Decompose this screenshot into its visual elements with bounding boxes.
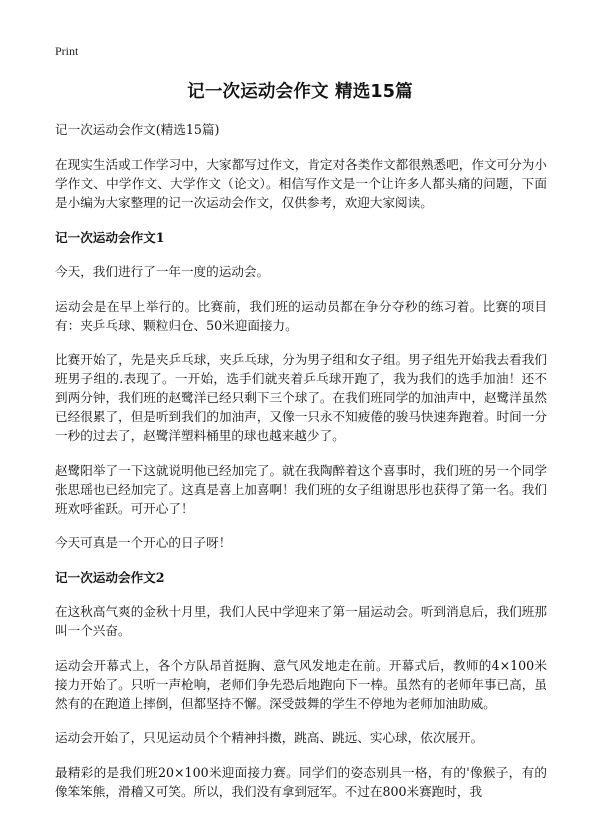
essay-2-paragraph: 在这秋高气爽的金秋十月里，我们人民中学迎来了第一届运动会。听到消息后，我们班那叫一个兴奋。 xyxy=(55,604,547,638)
essay-2-paragraph: 运动会开幕式上，各个方队昂首挺胸、意气风发地走在前。开幕式后，教师的4×100米接力开始了。只听一声枪响，老师们争先恐后地跑向下一棒。虽然有的老师年事已高，虽然有的在跑道上摔倒，但都坚持不懈。深受鼓舞的学生不停地为老师加油助威。 xyxy=(55,657,547,711)
essay-2-paragraph: 最精彩的是我们班20×100米迎面接力赛。同学们的姿态别具一格，有的'像猴子，有的像笨笨熊，滑稽又可笑。所以，我们没有拿到冠军。不过在800米赛跑时，我 xyxy=(55,764,547,799)
essay-2-paragraph: 运动会开始了，只见运动员个个精神抖擞，跳高、跳远、实心球，依次展开。 xyxy=(55,730,484,745)
essay-2-heading: 记一次运动会作文2 xyxy=(55,569,165,585)
essay-1-paragraph: 运动会是在早上举行的。比赛前，我们班的运动员都在争分夺秒的练习着。比赛的项目有：夹乒乓球、颗粒归仓、50米迎面接力。 xyxy=(55,298,547,333)
essay-1-paragraph: 比赛开始了，先是夹乒乓球，夹乒乓球，分为男子组和女子组。男子组先开始我去看我们班男子组的.表现了。一开始，选手们就夹着乒乓球开跑了，我为我们的选手加油！还不到两分钟，我们班的赵鹭洋已经只剩下三个球了。在我们班同学的加油声中，赵鹭洋虽然已经很累了，但是听到我们的加油声，又像一只永不知疲倦的骏马快速奔跑着。时间一分一秒的过去了，赵鹭洋塑料桶里的球也越来越少了。 xyxy=(55,352,547,443)
article-body xyxy=(55,120,547,816)
essay-1-heading: 记一次运动会作文1 xyxy=(55,229,165,245)
intro-paragraph: 在现实生活或工作学习中，大家都写过作文，肯定对各类作文都很熟悉吧，作文可分为小学作文、中学作文、大学作文（论文）。相信写作文是一个让许多人都头痛的问题，下面是小编为大家整理的记一次运动会作文，仅供参考，欢迎大家阅读。 xyxy=(55,157,547,210)
essay-1-paragraph: 今天可真是一个开心的日子呀！ xyxy=(55,535,232,550)
essay-1-paragraph: 赵鹭阳举了一下这就说明他已经加完了。就在我陶醉着这个喜事时，我们班的另一个同学张思瑶也已经加完了。这真是喜上加喜啊！我们班的女子组谢思彤也获得了第一名。我们班欢呼雀跃。可开心了！ xyxy=(55,462,547,516)
page-title: 记一次运动会作文 精选15篇 xyxy=(187,82,413,102)
article-subtitle: 记一次运动会作文(精选15篇) xyxy=(55,122,220,137)
print-link[interactable]: Print xyxy=(55,44,79,58)
essay-1-paragraph: 今天，我们进行了一年一度的运动会。 xyxy=(55,264,270,279)
